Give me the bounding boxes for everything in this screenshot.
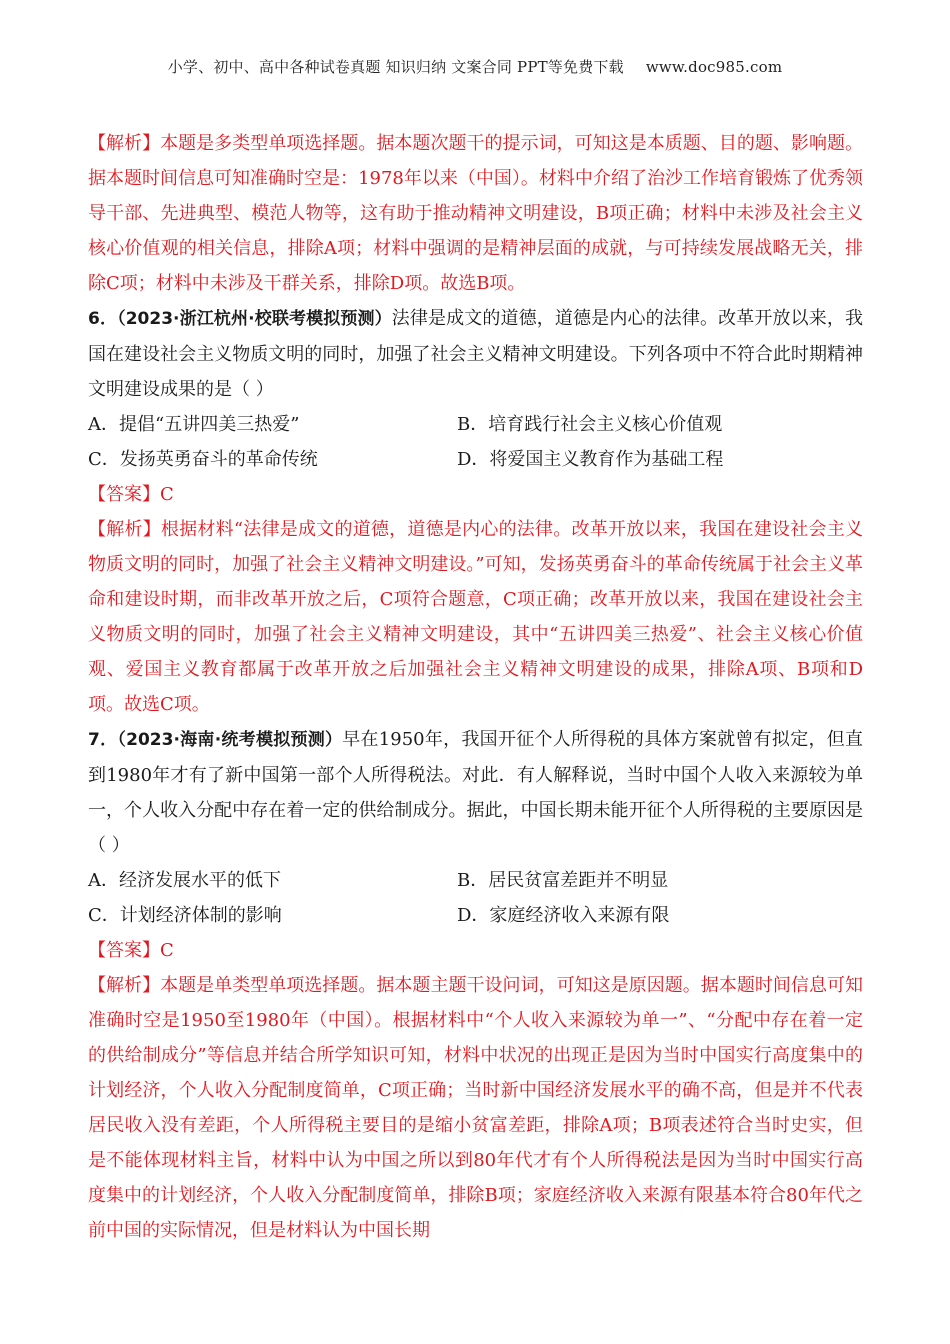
q6-option-b: B．培育践行社会主义核心价值观 (457, 414, 723, 435)
header-text: 小学、初中、高中各种试卷真题 知识归纳 文案合同 PPT等免费下载 (167, 58, 624, 76)
q7-analysis: 【解析】本题是单类型单项选择题。据本题主题干设问词，可知这是原因题。据本题时间信息可知准确时空是1950至1980年（中国）。根据材料中“个人收入来源较为单一”、“分配中存在着一定的供给制成分”等信息并结合所学知识可知，材料中状况的出现正是因为当时中国实行高度集中的计划经济，个人收入分配制度简单，C项正确；当时新中国经济发展水平的确不高，但是并不代表居民收入没有差距，个人所得税主要目的是缩小贫富差距，排除A项；B项表述符合当时史实，但是不能体现材料主旨，材料中认为中国之所以到80年代才有个人所得税法是因为当时中国实行高度集中的计划经济，个人收入分配制度简单，排除B项；家庭经济收入来源有限基本符合80年代之前中国的实际情况，但是材料认为中国长期 (88, 975, 863, 1241)
document-body (88, 126, 863, 1248)
q7-option-c: C．计划经济体制的影响 (88, 905, 282, 926)
q6-option-c: C．发扬英勇奋斗的革命传统 (88, 449, 318, 470)
q7-source: （2023·海南·统考模拟预测） (117, 730, 343, 750)
q7-option-b: B．居民贫富差距并不明显 (457, 870, 669, 891)
page-header (0, 56, 950, 77)
question-7 (88, 722, 863, 863)
q7-option-d: D．家庭经济收入来源有限 (457, 905, 670, 926)
q7-number: 7． (88, 730, 118, 750)
q7-stem: 早在1950年，我国开征个人所得税的具体方案就曾有拟定，但直到1980年才有了新中国第一部个人所得税法。对此．有人解释说，当时中国个人收入来源较为单一，个人收入分配中存在着一定的供给制成分。据此，中国长期未能开征个人所得税的主要原因是（ ） (88, 729, 863, 856)
q7-option-a: A．经济发展水平的低下 (88, 870, 281, 891)
q7-answer: 【答案】C (88, 940, 174, 961)
header-url[interactable]: www.doc985.com (645, 58, 783, 76)
q6-option-a: A．提倡“五讲四美三热爱” (88, 414, 300, 435)
analysis-q5: 【解析】本题是多类型单项选择题。据本题次题干的提示词，可知这是本质题、目的题、影响题。据本题时间信息可知准确时空是：1978年以来（中国）。材料中介绍了治沙工作培育锻炼了优秀领导干部、先进典型、模范人物等，这有助于推动精神文明建设，B项正确；材料中未涉及社会主义核心价值观的相关信息，排除A项；材料中强调的是精神层面的成就，与可持续发展战略无关，排除C项；材料中未涉及干群关系，排除D项。故选B项。 (88, 133, 863, 294)
q6-stem: 法律是成文的道德，道德是内心的法律。改革开放以来，我国在建设社会主义物质文明的同时，加强了社会主义精神文明建设。下列各项中不符合此时期精神文明建设成果的是（ ） (88, 308, 863, 400)
q6-source: （2023·浙江杭州·校联考模拟预测） (117, 309, 392, 329)
q6-options (88, 407, 863, 477)
q6-option-d: D．将爱国主义教育作为基础工程 (457, 449, 724, 470)
q6-answer: 【答案】C (88, 484, 174, 505)
q7-options (88, 863, 863, 933)
q6-number: 6． (88, 309, 118, 329)
q6-analysis: 【解析】根据材料“法律是成文的道德，道德是内心的法律。改革开放以来，我国在建设社会主义物质文明的同时，加强了社会主义精神文明建设。”可知，发扬英勇奋斗的革命传统属于社会主义革命和建设时期，而非改革开放之后，C项符合题意，C项正确；改革开放以来，我国在建设社会主义物质文明的同时，加强了社会主义精神文明建设，其中“五讲四美三热爱”、社会主义核心价值观、爱国主义教育都属于改革开放之后加强社会主义精神文明建设的成果，排除A项、B项和D项。故选C项。 (88, 519, 863, 715)
question-6 (88, 301, 863, 407)
